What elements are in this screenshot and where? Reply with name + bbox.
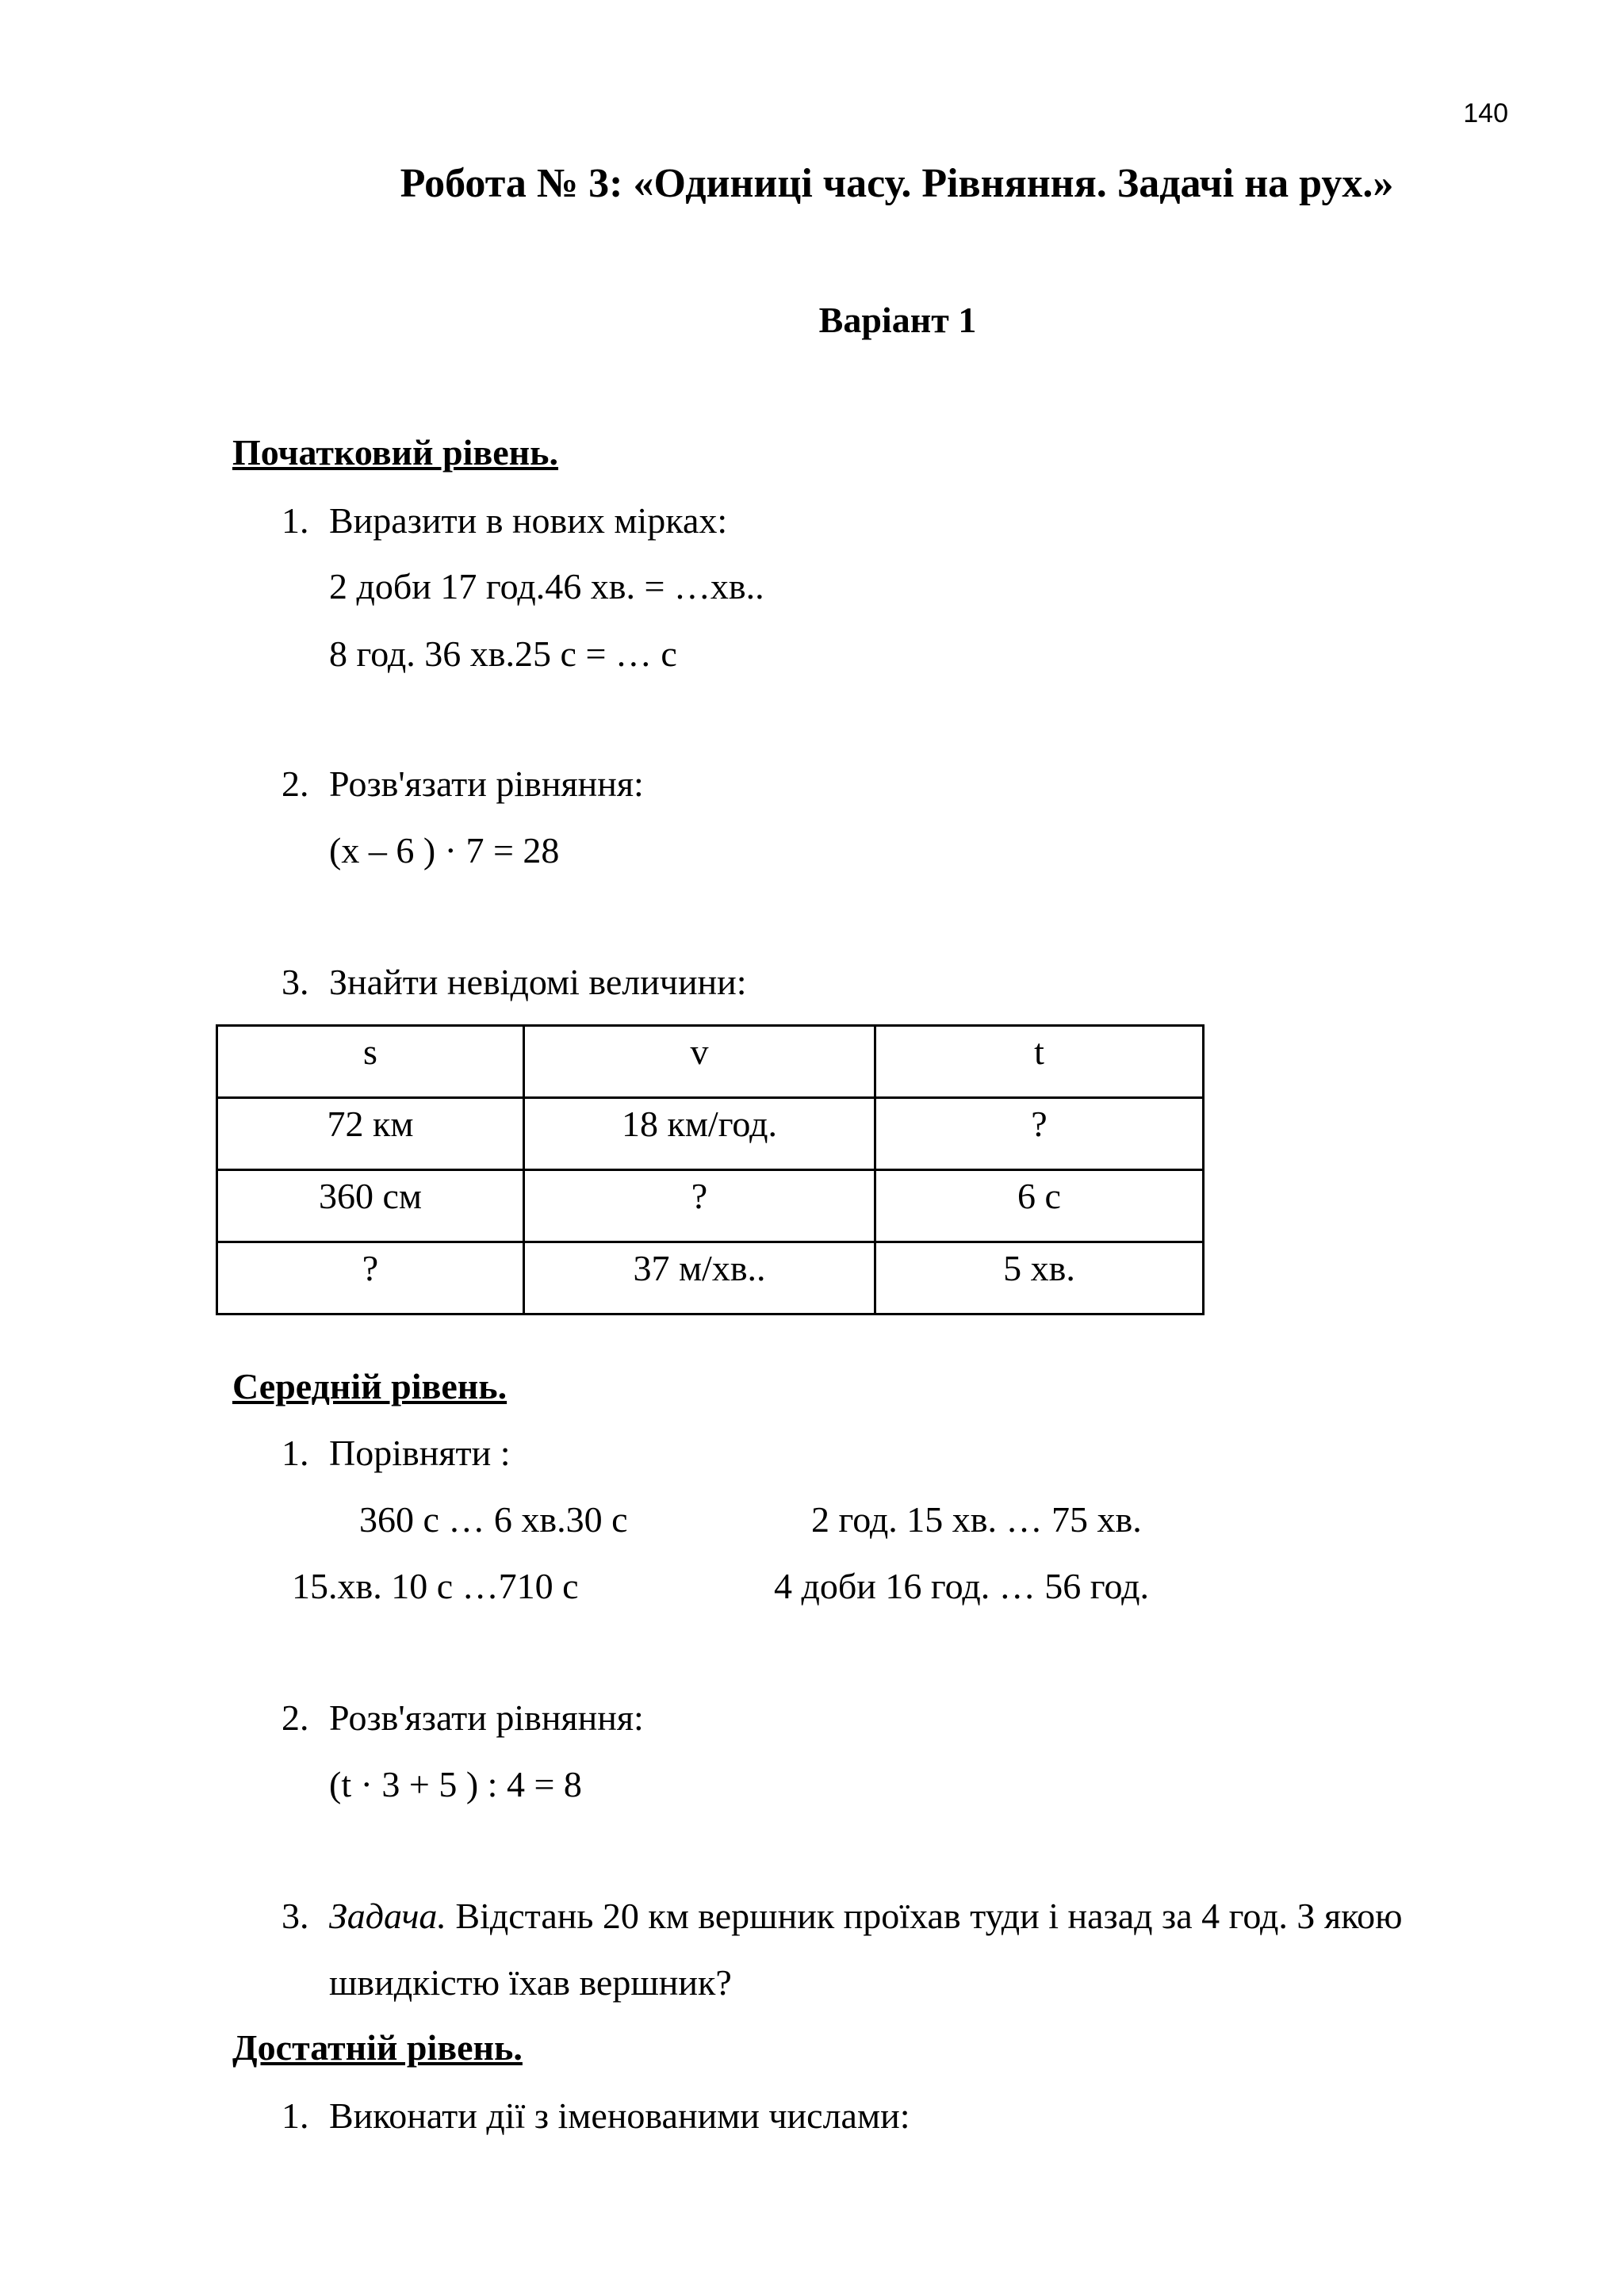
initial-level-heading: Початковий рівень.: [232, 432, 558, 473]
comparison-item: 15.хв. 10 с …710 с: [292, 1566, 579, 1606]
task-text: Розв'язати рівняння:: [329, 763, 644, 804]
task-number: 3.: [282, 1896, 309, 1936]
task-number: 2.: [282, 1697, 309, 1738]
table-row: [217, 1098, 1204, 1170]
table-cell: ?: [217, 1242, 524, 1314]
equation: (t · 3 + 5 ) : 4 = 8: [329, 1764, 582, 1804]
task-number: 1.: [282, 1433, 309, 1473]
task-number: 1.: [282, 500, 309, 541]
task-line: 2 доби 17 год.46 хв. = …хв..: [329, 566, 764, 607]
task-body: Відстань 20 км вершник проїхав туди і назад за 4 год. З якою: [446, 1896, 1403, 1936]
variant-heading: Варіант 1: [818, 300, 977, 340]
task-text: [329, 1898, 1403, 1934]
task-text: Розв'язати рівняння:: [329, 1697, 644, 1738]
task-number: 2.: [282, 763, 309, 804]
task-label: Задача.: [329, 1896, 446, 1936]
table-row: [217, 1170, 1204, 1242]
table-cell: ?: [524, 1170, 875, 1242]
task-text: Порівняти :: [329, 1433, 511, 1473]
task-text: Виразити в нових мірках:: [329, 500, 728, 541]
task-line: 8 год. 36 хв.25 с = … с: [329, 633, 677, 674]
page-number: 140: [1463, 98, 1508, 128]
task-text: Знайти невідомі величини:: [329, 962, 747, 1002]
table-cell: 360 см: [217, 1170, 524, 1242]
motion-table: [216, 1024, 1205, 1315]
comparison-item: 4 доби 16 год. … 56 год.: [774, 1566, 1150, 1606]
comparison-item: 360 с … 6 хв.30 с: [359, 1499, 628, 1540]
table-row: [217, 1242, 1204, 1314]
page-title: Робота № 3: «Одиниці часу. Рівняння. Задачі на рух.»: [400, 161, 1394, 206]
table-cell: ?: [875, 1098, 1204, 1170]
table-cell: 18 км/год.: [524, 1098, 875, 1170]
table-cell: 72 км: [217, 1098, 524, 1170]
table-cell: 37 м/хв..: [524, 1242, 875, 1314]
middle-level-heading: Середній рівень.: [232, 1366, 508, 1406]
task-text: Виконати дії з іменованими числами:: [329, 2095, 910, 2136]
task-number: 1.: [282, 2095, 309, 2136]
table-header-cell: s: [217, 1026, 524, 1098]
task-number: 3.: [282, 962, 309, 1002]
equation: (x – 6 ) · 7 = 28: [329, 830, 560, 871]
table-cell: 6 с: [875, 1170, 1204, 1242]
sufficient-level-heading: Достатній рівень.: [232, 2027, 523, 2068]
table-header-cell: t: [875, 1026, 1204, 1098]
task-text-continued: швидкістю їхав вершник?: [329, 1962, 732, 2003]
table-cell: 5 хв.: [875, 1242, 1204, 1314]
table-header-cell: v: [524, 1026, 875, 1098]
table-header-row: [217, 1026, 1204, 1098]
comparison-item: 2 год. 15 хв. … 75 хв.: [811, 1499, 1142, 1540]
